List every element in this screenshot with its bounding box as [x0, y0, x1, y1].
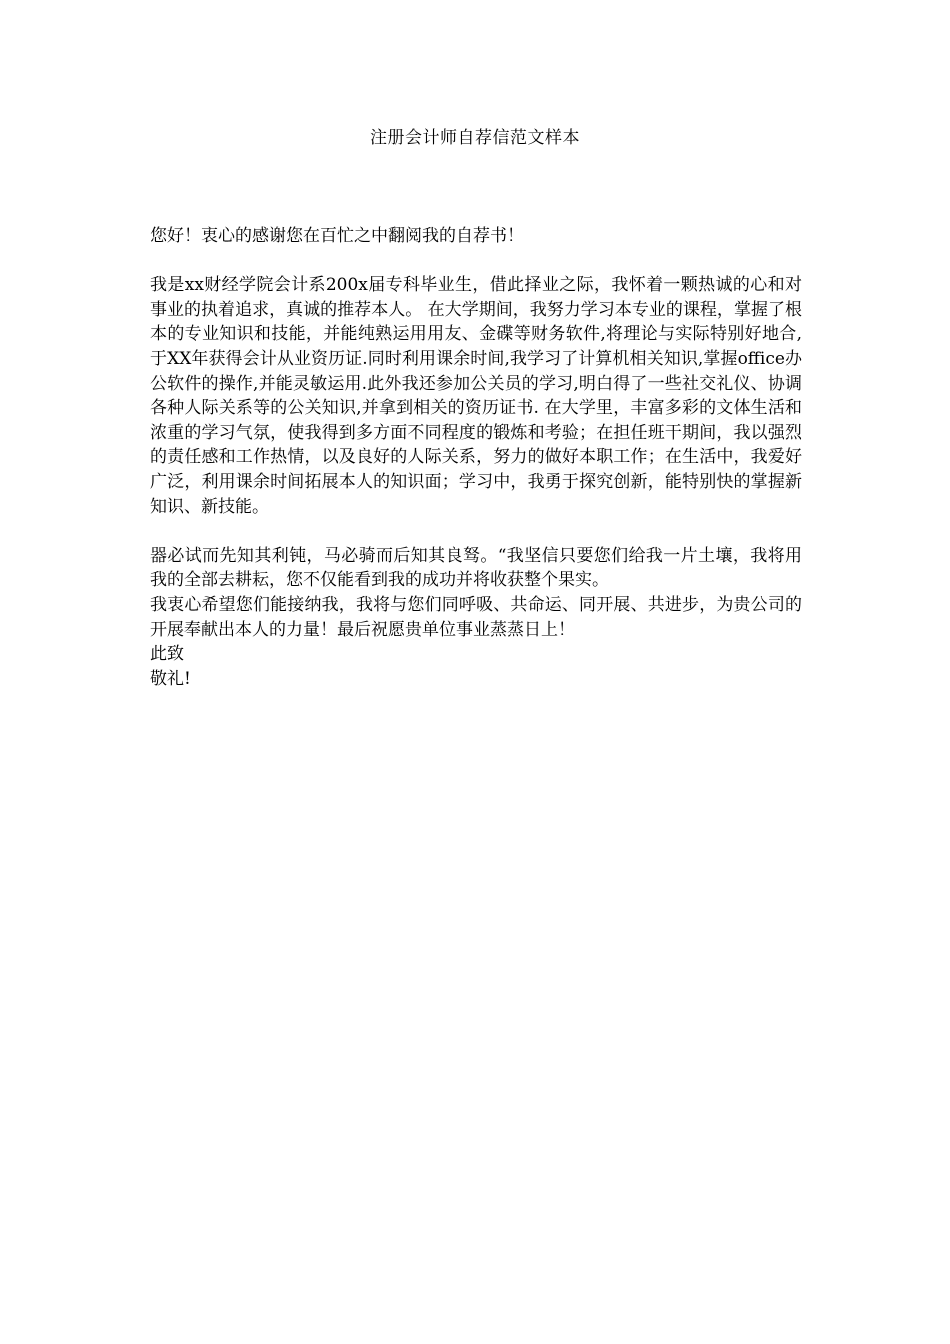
document-title: 注册会计师自荐信范文样本	[370, 128, 580, 148]
greeting: 您好！衷心的感谢您在百忙之中翻阅我的自荐书！	[150, 226, 524, 246]
letter-body	[150, 224, 802, 691]
paragraph-spacer	[150, 519, 802, 544]
paragraph-introduction: 我是xx财经学院会计系200x届专科毕业生，借此择业之际，我怀着一颗热诚的心和对事业的执着追求，真诚的推荐本人。 在大学期间，我努力学习本专业的课程，掌握了根本的专业知识和技能，并能纯熟运用用友、金碟等财务软件,将理论与实际特别好地合,于XX年获得会计从业资历证.同时利用课余时间,我学习了计算机相关知识,掌握office办公软件的操作,并能灵敏运用.此外我还参加公关员的学习,明白得了一些社交礼仪、协调各种人际关系等的公关知识,并拿到相关的资历证书. 在大学里，丰富多彩的文体生活和浓重的学习气氛，使我得到多方面不同程度的锻炼和考验；在担任班干期间，我以强烈的责任感和工作热情，以及良好的人际关系，努力的做好本职工作；在生活中，我爱好广泛，利用课余时间拓展本人的知识面；学习中，我勇于探究创新，能特别快的掌握新知识、新技能。	[150, 275, 802, 517]
closing-line-2: 敬礼!	[150, 668, 191, 689]
paragraph-quote: 器必试而先知其利钝，马必骑而后知其良驽。“我坚信只要您们给我一片土壤，我将用我的全部去耕耘，您不仅能看到我的成功并将收获整个果实。	[150, 545, 802, 591]
closing-line-1: 此致	[150, 644, 184, 665]
paragraph-hope: 我衷心希望您们能接纳我，我将与您们同呼吸、共命运、同开展、共进步，为贵公司的开展奉献出本人的力量！最后祝愿贵单位事业蒸蒸日上！	[150, 594, 802, 640]
paragraph-spacer	[150, 249, 802, 274]
